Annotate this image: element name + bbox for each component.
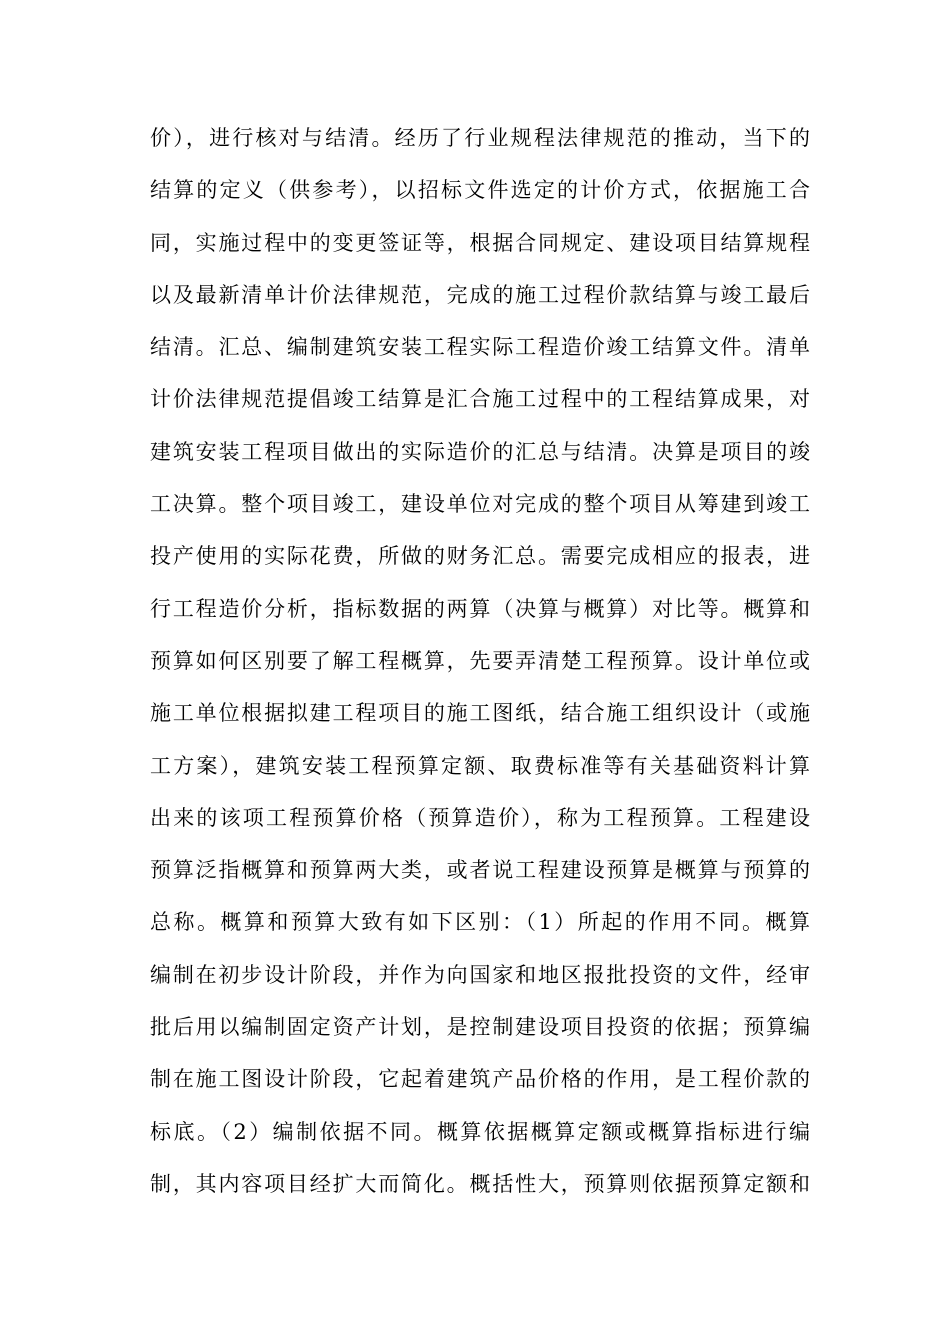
text-line: 总称。概算和预算大致有如下区别：（1）所起的作用不同。概算	[150, 910, 810, 935]
text-line: 价），进行核对与结清。经历了行业规程法律规范的推动，当下的	[150, 126, 810, 150]
text-line: 工决算。整个项目竣工，建设单位对完成的整个项目从筹建到竣工	[150, 492, 810, 517]
text-line: 建筑安装工程项目做出的实际造价的汇总与结清。决算是项目的竣	[150, 439, 810, 464]
text-line: 出来的该项工程预算价格（预算造价），称为工程预算。工程建设	[150, 805, 810, 830]
text-line: 批后用以编制固定资产计划，是控制建设项目投资的依据；预算编	[150, 1015, 810, 1040]
text-line: 制，其内容项目经扩大而简化。概括性大，预算则依据预算定额和	[150, 1171, 810, 1196]
text-line: 投产使用的实际花费，所做的财务汇总。需要完成相应的报表，进	[150, 544, 810, 569]
text-line: 同，实施过程中的变更签证等，根据合同规定、建设项目结算规程	[150, 230, 810, 255]
text-line: 制在施工图设计阶段，它起着建筑产品价格的作用，是工程价款的	[150, 1067, 810, 1092]
text-line: 预算泛指概算和预算两大类，或者说工程建设预算是概算与预算的	[150, 858, 810, 883]
text-line: 结算的定义（供参考），以招标文件选定的计价方式，依据施工合	[150, 178, 810, 203]
text-line: 计价法律规范提倡竣工结算是汇合施工过程中的工程结算成果，对	[150, 387, 810, 412]
text-line: 工方案），建筑安装工程预算定额、取费标准等有关基础资料计算	[150, 753, 810, 778]
text-line: 以及最新清单计价法律规范，完成的施工过程价款结算与竣工最后	[150, 282, 810, 307]
text-line: 结清。汇总、编制建筑安装工程实际工程造价竣工结算文件。清单	[150, 335, 810, 360]
body-text	[150, 112, 810, 1210]
text-line: 标底。（2）编制依据不同。概算依据概算定额或概算指标进行编	[150, 1119, 810, 1144]
text-line: 施工单位根据拟建工程项目的施工图纸，结合施工组织设计（或施	[150, 701, 810, 726]
text-line: 编制在初步设计阶段，并作为向国家和地区报批投资的文件，经审	[150, 962, 810, 987]
text-line: 预算如何区别要了解工程概算，先要弄清楚工程预算。设计单位或	[150, 648, 810, 673]
text-line: 行工程造价分析，指标数据的两算（决算与概算）对比等。概算和	[150, 596, 810, 621]
